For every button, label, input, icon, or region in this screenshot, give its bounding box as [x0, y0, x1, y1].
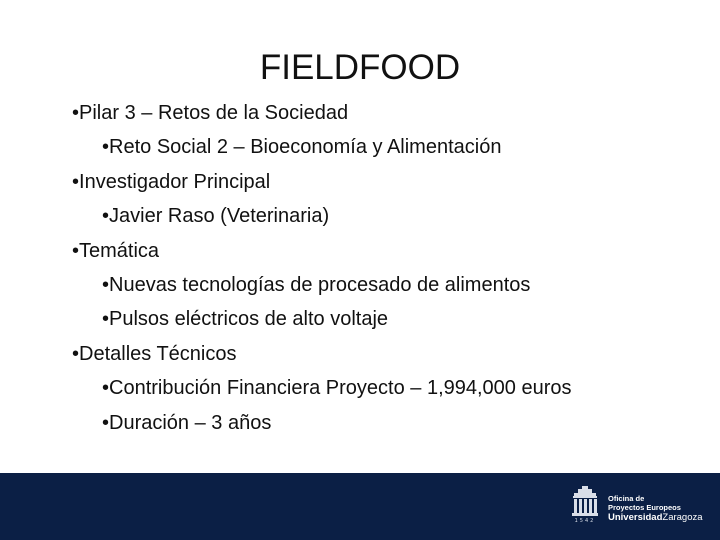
logo-brand-thin: Zaragoza	[662, 512, 703, 523]
bullet-text: Javier Raso (Veterinaria)	[109, 205, 330, 228]
university-logo	[568, 485, 718, 531]
bullet-text: Pulsos eléctricos de alto voltaje	[109, 308, 389, 331]
logo-brand	[608, 512, 703, 524]
bullet-text: Investigador Principal	[79, 170, 271, 193]
bullet-item	[72, 337, 692, 371]
logo-line-2: Proyectos Europeos	[608, 502, 681, 512]
bullet-glyph: •	[72, 342, 80, 365]
seal-year: 1542	[574, 518, 596, 524]
bullet-glyph: •	[102, 411, 110, 434]
bullet-subitem	[72, 371, 692, 405]
bullet-subitem	[72, 199, 692, 233]
bullet-subitem	[72, 406, 692, 440]
bullet-list	[72, 96, 692, 440]
bullet-item	[72, 165, 692, 199]
bullet-text: Pilar 3 – Retos de la Sociedad	[79, 102, 349, 124]
bullet-item	[72, 96, 692, 130]
bullet-glyph: •	[72, 102, 80, 124]
bullet-glyph: •	[72, 170, 80, 193]
logo-line-1: Oficina de	[608, 494, 645, 503]
bullet-text: Detalles Técnicos	[79, 342, 237, 365]
bullet-text: Contribución Financiera Proyecto – 1,994,000 euros	[109, 377, 572, 400]
bullet-glyph: •	[102, 273, 110, 296]
footer-bar	[0, 473, 720, 540]
slide-title: FIELDFOOD	[259, 48, 461, 87]
logo-brand-bold: Universidad	[608, 512, 663, 523]
bullet-text: Temática	[79, 239, 160, 262]
bullet-glyph: •	[102, 205, 110, 228]
bullet-subitem	[72, 130, 692, 164]
logo-text	[608, 495, 703, 524]
bullet-glyph: •	[102, 136, 110, 159]
bullet-glyph: •	[102, 308, 110, 331]
bullet-subitem	[72, 302, 692, 336]
bullet-text: Reto Social 2 – Bioeconomía y Alimentación	[109, 136, 502, 159]
bullet-item	[72, 234, 692, 268]
bullet-subitem	[72, 268, 692, 302]
bullet-glyph: •	[102, 377, 110, 400]
bullet-text: Duración – 3 años	[109, 411, 272, 434]
bullet-text: Nuevas tecnologías de procesado de alimentos	[109, 273, 531, 296]
bullet-glyph: •	[72, 239, 80, 262]
